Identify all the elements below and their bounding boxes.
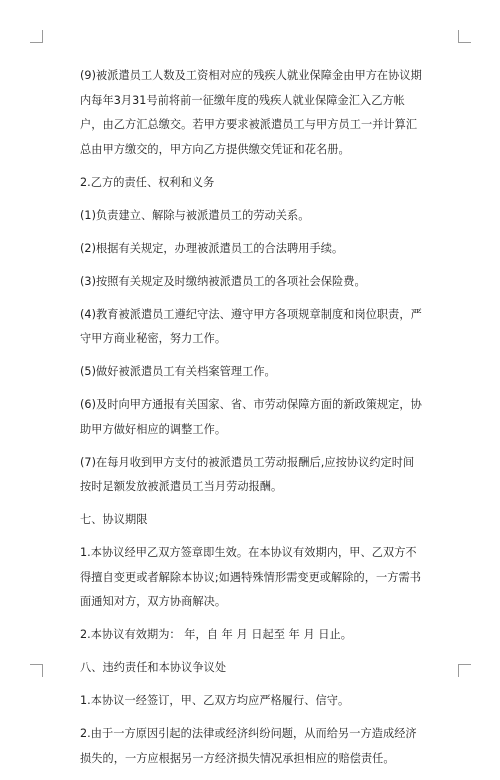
- paragraph-item-3: (3)按照有关规定及时缴纳被派遣员工的各项社会保险费。: [80, 274, 366, 288]
- paragraph-item-5: (5)做好被派遣员工有关档案管理工作。: [80, 365, 276, 378]
- crop-mark-top-left: [30, 30, 43, 43]
- document-body: [80, 64, 422, 780]
- paragraph-item-4: (4)教育被派遣员工遵纪守法、遵守甲方各项规章制度和岗位职责，严守甲方商业秘密，努力工作。: [80, 307, 422, 345]
- paragraph-item-1: (1)负责建立、解除与被派遣员工的劳动关系。: [80, 208, 310, 222]
- paragraph-term-1: 1.本协议经甲乙双方签章即生效。在本协议有效期内，甲、乙双方不得擅自变更或者解除本协议;如遇特殊情形需变更或解除的，一方需书面通知对方，双方协商解决。: [80, 546, 421, 608]
- section-heading-term: 七、协议期限: [80, 513, 148, 526]
- crop-mark-top-right: [458, 30, 471, 43]
- crop-mark-bottom-right: [458, 664, 471, 677]
- paragraph-item-7: (7)在每月收到甲方支付的被派遣员工劳动报酬后,应按协议约定时间按时足额发放被派遣员工当月劳动报酬。: [80, 455, 415, 493]
- paragraph-term-2: 2.本协议有效期为： 年，自 年 月 日起至 年 月 日止。: [80, 628, 353, 641]
- section-heading-party-b-duties: 2.乙方的责任、权利和义务: [80, 175, 215, 189]
- paragraph-liability-1: 1.本协议一经签订，甲、乙双方均应严格履行、信守。: [80, 694, 350, 707]
- paragraph-item-9: (9)被派遣员工人数及工资相对应的残疾人就业保障金由甲方在协议期内每年3月31号前将前一征缴年度的残疾人就业保障金汇入乙方帐户，由乙方汇总缴交。若甲方要求被派遣员工与甲方员工一并计算汇总由甲方缴交的，甲方向乙方提供缴交凭证和花名册。: [80, 69, 422, 156]
- section-heading-liability: 八、违约责任和本协议争议处: [80, 661, 227, 674]
- paragraph-item-6: (6)及时向甲方通报有关国家、省、市劳动保障方面的新政策规定，协助甲方做好相应的调整工作。: [80, 398, 422, 436]
- crop-mark-bottom-left: [30, 664, 43, 677]
- paragraph-item-2: (2)根据有关规定，办理被派遣员工的合法聘用手续。: [80, 241, 344, 255]
- paragraph-liability-2: 2.由于一方原因引起的法律或经济纠纷问题，从而给另一方造成经济损失的，一方应根据另一方经济损失情况承担相应的赔偿责任。: [80, 727, 417, 765]
